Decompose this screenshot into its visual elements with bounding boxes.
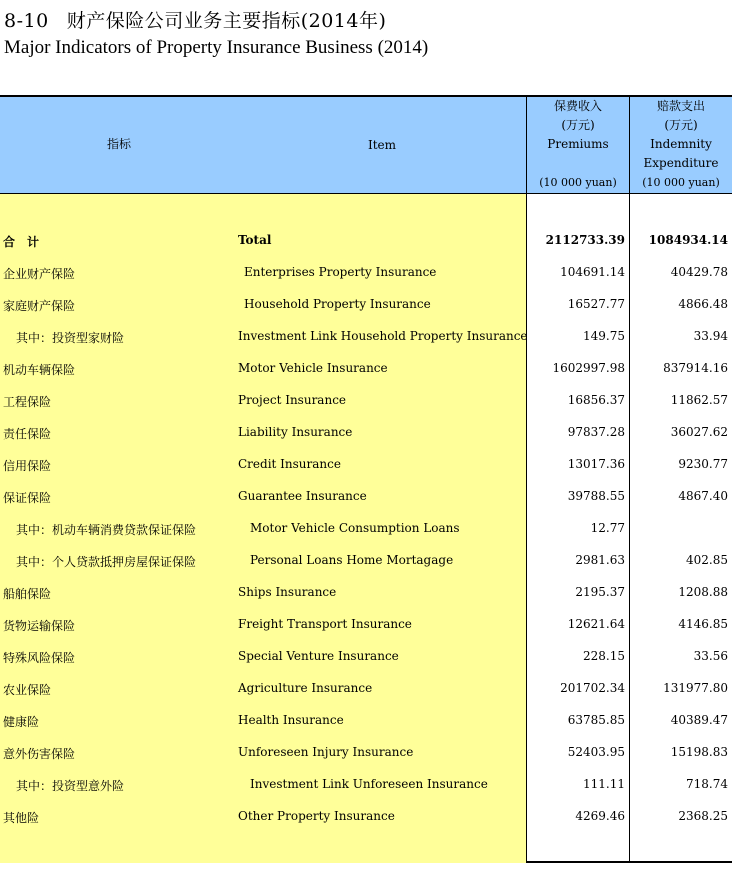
row-premiums-value: 4269.46 [575, 809, 625, 823]
row-premiums-value: 2981.63 [575, 553, 625, 567]
row-premiums-value: 2112733.39 [545, 233, 625, 247]
page-title-cn [4, 6, 386, 33]
row-indicator-cn: 船舶保险 [3, 587, 52, 601]
row-item-en: Ships Insurance [238, 585, 337, 599]
row-item-en: Project Insurance [238, 393, 347, 407]
header-premiums-unit-cn: (万元) [561, 118, 595, 132]
row-indicator-cn: 货物运输保险 [3, 619, 76, 633]
header-premiums [527, 97, 629, 192]
table-row [0, 609, 732, 641]
title-cn-text: 财产保险公司业务主要指标(2014年) [66, 10, 387, 32]
row-indicator-cn: 农业保险 [3, 683, 52, 697]
row-indicator-cn: 家庭财产保险 [3, 299, 76, 313]
row-indicator-cn: 其中：个人贷款抵押房屋保证保险 [16, 555, 197, 569]
header-indemnity-unit-cn: (万元) [664, 118, 698, 132]
table-header [0, 97, 732, 194]
row-indemnity-value: 4866.48 [678, 297, 728, 311]
row-premiums-value: 1602997.98 [552, 361, 625, 375]
row-premiums-value: 16527.77 [567, 297, 625, 311]
row-indicator-cn: 健康险 [3, 715, 40, 729]
header-indemnity-unit-en: (10 000 yuan) [642, 176, 720, 189]
row-item-en: Motor Vehicle Consumption Loans [250, 521, 460, 535]
row-indicator-cn: 企业财产保险 [3, 267, 76, 281]
table-row [0, 353, 732, 385]
row-indemnity-value: 4146.85 [678, 617, 728, 631]
row-premiums-value: 52403.95 [567, 745, 625, 759]
page-title-en: Major Indicators of Property Insurance Business (2014) [4, 37, 429, 58]
row-item-en: Freight Transport Insurance [238, 617, 412, 631]
row-item-en: Investment Link Unforeseen Insurance [250, 777, 488, 791]
row-indemnity-value: 402.85 [686, 553, 728, 567]
row-indemnity-value: 11862.57 [670, 393, 728, 407]
row-item-en: Agriculture Insurance [238, 681, 373, 695]
row-item-en: Enterprises Property Insurance [244, 265, 437, 279]
row-indicator-cn: 责任保险 [3, 427, 52, 441]
row-premiums-value: 111.11 [583, 777, 625, 791]
row-indemnity-value: 15198.83 [670, 745, 728, 759]
header-indicator-cn: 指标 [106, 137, 131, 151]
row-premiums-value: 228.15 [583, 649, 625, 663]
table-row [0, 513, 732, 545]
row-item-en: Liability Insurance [238, 425, 353, 439]
row-indicator-cn: 机动车辆保险 [3, 363, 76, 377]
row-indicator-cn: 保证保险 [3, 491, 52, 505]
indicators-table [0, 95, 732, 863]
row-indemnity-value: 131977.80 [663, 681, 728, 695]
row-premiums-value: 39788.55 [567, 489, 625, 503]
table-row [0, 225, 732, 257]
row-premiums-value: 63785.85 [567, 713, 625, 727]
row-indicator-cn: 合 计 [3, 235, 40, 249]
row-item-en: Special Venture Insurance [238, 649, 399, 663]
row-indemnity-value: 718.74 [686, 777, 728, 791]
row-item-en: Credit Insurance [238, 457, 341, 471]
row-premiums-value: 13017.36 [567, 457, 625, 471]
header-indemnity-en1: Indemnity [650, 137, 712, 151]
row-indemnity-value: 40389.47 [670, 713, 728, 727]
row-indicator-cn: 工程保险 [3, 395, 52, 409]
row-indicator-cn: 其中：机动车辆消费贷款保证保险 [16, 523, 197, 537]
header-indemnity [630, 97, 732, 192]
row-indicator-cn: 其他险 [3, 811, 40, 825]
table-row [0, 577, 732, 609]
table-row [0, 673, 732, 705]
table-row [0, 801, 732, 833]
table-row [0, 769, 732, 801]
row-item-en: Motor Vehicle Insurance [238, 361, 388, 375]
row-premiums-value: 97837.28 [567, 425, 625, 439]
header-item-en: Item [367, 138, 397, 152]
header-premiums-unit-en: (10 000 yuan) [539, 176, 617, 189]
row-item-en: Other Property Insurance [238, 809, 395, 823]
table-row [0, 481, 732, 513]
row-premiums-value: 2195.37 [575, 585, 625, 599]
row-indemnity-value: 40429.78 [670, 265, 728, 279]
table-row [0, 289, 732, 321]
row-indemnity-value: 1084934.14 [648, 233, 728, 247]
row-indemnity-value: 36027.62 [670, 425, 728, 439]
table-row [0, 545, 732, 577]
header-premiums-en: Premiums [547, 137, 609, 151]
row-indemnity-value: 33.94 [693, 329, 728, 343]
table-row [0, 385, 732, 417]
header-premiums-cn: 保费收入 [553, 99, 602, 113]
table-row [0, 737, 732, 769]
row-indicator-cn: 特殊风险保险 [3, 651, 76, 665]
row-item-en: Total [238, 233, 272, 247]
row-indicator-cn: 其中：投资型家财险 [16, 331, 125, 345]
row-premiums-value: 104691.14 [560, 265, 625, 279]
row-indemnity-value: 837914.16 [663, 361, 728, 375]
header-indemnity-cn: 赔款支出 [656, 99, 705, 113]
table-number: 8-10 [4, 10, 49, 32]
row-premiums-value: 16856.37 [567, 393, 625, 407]
row-indemnity-value: 33.56 [693, 649, 728, 663]
table-row [0, 417, 732, 449]
row-premiums-value: 12.77 [590, 521, 625, 535]
row-indicator-cn: 信用保险 [3, 459, 52, 473]
table-row [0, 641, 732, 673]
row-indemnity-value: 9230.77 [678, 457, 728, 471]
row-premiums-value: 149.75 [583, 329, 625, 343]
row-indemnity-value: 4867.40 [678, 489, 728, 503]
table-row [0, 257, 732, 289]
row-indemnity-value: 2368.25 [678, 809, 728, 823]
header-indemnity-en2: Expenditure [643, 156, 719, 170]
table-row [0, 321, 732, 353]
table-row [0, 705, 732, 737]
row-item-en: Investment Link Household Property Insurance [238, 329, 528, 343]
row-premiums-value: 12621.64 [567, 617, 625, 631]
row-indemnity-value: 1208.88 [678, 585, 728, 599]
table-row [0, 449, 732, 481]
row-indicator-cn: 其中：投资型意外险 [16, 779, 125, 793]
row-item-en: Household Property Insurance [244, 297, 431, 311]
row-premiums-value: 201702.34 [560, 681, 625, 695]
row-indicator-cn: 意外伤害保险 [3, 747, 76, 761]
row-item-en: Unforeseen Injury Insurance [238, 745, 414, 759]
row-item-en: Personal Loans Home Mortagage [250, 553, 454, 567]
row-item-en: Guarantee Insurance [238, 489, 367, 503]
row-item-en: Health Insurance [238, 713, 344, 727]
